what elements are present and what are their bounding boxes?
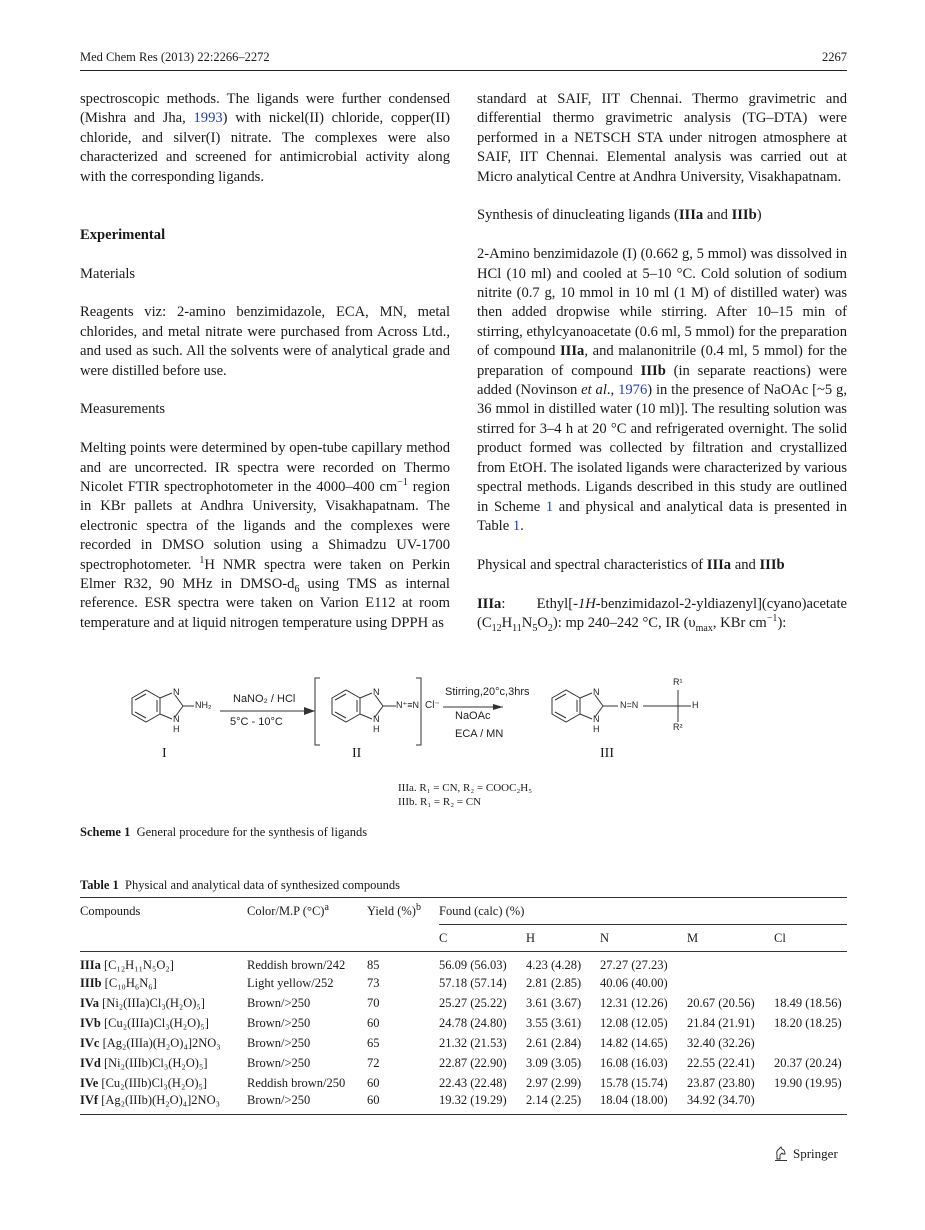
reagent-nano2-hcl: NaNO₂ / HCl [233,693,296,705]
cell-m: 32.40 (32.26) [687,1035,755,1050]
header-color-mp: Color/M.P $(^\circ C)^a$ [247,901,329,918]
table-caption [80,878,400,893]
atom-H: H [692,700,699,710]
cell-color-mp: Reddish brown/250 [247,1075,346,1090]
cell-compound: IVc [Ag₂(IIIa)(H₂O)₄]2NO₃ [80,1035,221,1050]
cell-n: 14.82 (14.65) [600,1035,668,1050]
publisher-name: Springer [793,1146,838,1161]
cell-cl [774,952,847,974]
cell-yield: 70 [367,995,380,1010]
substituent-R1: R¹ [673,677,683,687]
arrow-2-head [493,704,503,710]
cell-color-mp: Reddish brown/242 [247,958,346,972]
cell-compound: IVa [Ni₂(IIIa)Cl₃(H₂O)₅] [80,995,205,1010]
scheme-caption-text: General procedure for the synthesis of ligands [136,825,368,839]
cell-yield: 85 [367,958,380,972]
cell-m: 23.87 (23.80) [687,1075,755,1090]
springer-horse-icon [773,1146,789,1162]
table-row [80,1033,847,1053]
substituent-R2: R² [673,722,683,732]
compound-label-II: II [352,746,362,761]
subheading-materials: Materials [80,265,136,282]
compound-II-structure [315,678,421,745]
cell-compound: IVd [Ni₂(IIIb)Cl₃(H₂O)₅] [80,1055,208,1070]
publisher-logo [773,1146,838,1162]
cell-n: 40.06 (40.00) [600,975,668,990]
cell-cl [774,1033,847,1053]
atom-N: N [373,714,380,724]
substituent-definitions [398,781,532,809]
cell-m [687,973,774,993]
left-column [80,90,450,633]
compound-label-I: I [162,746,167,761]
materials-paragraph: Reagents viz: 2-amino benzimidazole, ECA, MN, metal chlorides, and metal nitrate were purchased from Across Ltd., and used as such. All the solvents were of analytical grade and were distilled before use. [80,304,450,379]
iiia-characterization: IIIa: Ethyl[-1H-benzimidazol-2-yldiazenyl](cyano)acetate $(C_{12}H_{11}N_5O_2)$: mp 240–242 °C, IR ($\upsilon_{max}$, KBr $cm^{-1}$): [477,595,847,634]
atom-N: N [373,687,380,697]
measurements-paragraph: Melting points were determined by open-tube capillary method and are uncorrected. IR spectra were recorded on Thermo Nicolet FTIR spectrophotometer in the 4000–400 $cm^{-1}$ region in KBr pallets at Andhra University, Visakhapatnam. The electronic spectra of the ligands and the complexes were recorded in DMSO solution using a Shimadzu UV-1700 spectrophotometer. $^1$H NMR spectra were taken on Perkin Elmer R32, 90 MHz in DMSO-$d_6$ using TMS as internal reference. ESR spectra were taken on Varion E112 at room temperature and at liquid nitrogen temperature using DPPH as [80,440,450,631]
scheme-caption [80,825,367,840]
citation-link-1993[interactable]: 1993 [193,110,223,127]
cell-color-mp: Brown/>250 [247,1055,311,1070]
cell-c: 22.87 (22.90) [439,1055,507,1070]
header-H: H [526,930,536,945]
scheme-caption-label: Scheme 1 [80,825,131,839]
cell-compound: IVe [Cu₂(IIIb)Cl₃(H₂O)₅] [80,1075,208,1090]
header-compounds: Compounds [80,903,141,918]
cell-h: 4.23 (4.28) [526,958,582,972]
cell-cl [774,973,847,993]
cell-m: 22.55 (22.41) [687,1055,755,1070]
scheme-1-figure [80,660,847,770]
cell-n: 16.08 (16.03) [600,1055,668,1070]
cell-compound: IVf [Ag₂(IIIb)(H₂O)₄]2NO₃ [80,1093,220,1107]
cell-h: 2.14 (2.25) [526,1093,582,1107]
reagent-eca-mn: ECA / MN [455,728,504,740]
cell-yield: 60 [367,1015,380,1030]
cell-n: 27.27 (27.23) [600,958,668,972]
cell-yield: 72 [367,1055,380,1070]
cell-compound: IVb [Cu₂(IIIa)Cl₃(H₂O)₅] [80,1015,209,1030]
cell-color-mp: Brown/>250 [247,1093,311,1107]
right-column [477,90,847,633]
cell-c: 24.78 (24.80) [439,1015,507,1030]
cell-n: 18.04 (18.00) [600,1093,668,1107]
cell-yield: 73 [367,975,380,990]
cell-h: 2.61 (2.84) [526,1035,582,1050]
subheading-measurements: Measurements [80,401,166,418]
citation-link-1976[interactable]: 1976 [618,382,648,399]
cell-m [687,952,774,974]
subheading-physical-spectral: Physical and spectral characteristics of IIIa and IIIb [477,556,785,573]
table-row [80,952,847,974]
cell-cl: 19.90 (19.95) [774,1075,842,1090]
cell-c: 22.43 (22.48) [439,1075,507,1090]
table-row [80,1053,847,1073]
header-M: M [687,930,699,945]
subheading-synthesis: Synthesis of dinucleating ligands (IIIa and IIIb) [477,207,762,224]
header-found-calc: Found (calc) (%) [439,898,847,925]
cell-c: 21.32 (21.53) [439,1035,507,1050]
cell-color-mp: Brown/>250 [247,995,311,1010]
atom-N: N [593,687,600,697]
cell-h: 3.55 (3.61) [526,1015,582,1030]
cell-m: 20.67 (20.56) [687,995,755,1010]
r-def-iiib: IIIb. R₁ = R₂ = CN [398,796,482,808]
cell-m: 34.92 (34.70) [687,1093,755,1107]
table-body [80,952,847,1115]
header-C: C [439,930,448,945]
table-row [80,1073,847,1093]
diazonium-group: N⁺≡N [396,700,420,710]
physical-analytical-data-table [80,897,847,1115]
scheme-1-link[interactable]: 1 [545,498,554,515]
cell-n: 12.08 (12.05) [600,1015,668,1030]
running-head [80,50,847,65]
azo-group: N=N [620,700,639,710]
cell-c: 19.32 (19.29) [439,1093,507,1107]
atom-N: N [593,714,600,724]
cell-m: 21.84 (21.91) [687,1015,755,1030]
cell-compound: IIIb [C₁₀H₆N₆] [80,975,157,990]
atom-H: H [373,724,380,734]
cell-n: 12.31 (12.26) [600,995,668,1010]
cell-c: 25.27 (25.22) [439,995,507,1010]
cell-cl: 18.20 (18.25) [774,1015,842,1030]
cell-yield: 60 [367,1093,380,1107]
header-yield: Yield (%)$^b$ [367,901,421,918]
journal-citation: Med Chem Res (2013) 22:2266–2272 [80,50,270,64]
cell-cl: 20.37 (20.24) [774,1055,842,1070]
synthesis-paragraph: 2-Amino benzimidazole (I) (0.662 g, 5 mmol) was dissolved in HCl (10 ml) and cooled at 5–10 °C. Cold solution of sodium nitrite (0.7 g, 10 mmol in 10 ml (1 M) of distilled water) was then added dropwise while stirring. After 10–15 min of stirring, ethylcyanoacetate (0.6 ml, 5 mmol) for the preparation of compound IIIa, and malanonitrile (0.4 ml, 5 mmol) for the preparation of compound IIIb (in separate reactions) were added (Novinson et al., 1976) in the presence of NaOAc [~5 g, 36 mmol in distilled water (10 ml)]. The resulting solution was stirred for 3–4 h at 20 °C and refrigerated overnight. The solid product formed was collected by filtration and crystallized from EtOH. The isolated ligands were characterized by various spectral methods. Ligands described in this study are outlined in Scheme 1 and physical and analytical data is presented in Table 1. [477,246,847,534]
condition-temperature-1: 5°C - 10°C [230,716,283,728]
atom-N: N [173,687,180,697]
condition-stirring: Stirring,20°c,3hrs [445,686,530,698]
compound-label-III: III [600,746,614,761]
table-caption-text: Physical and analytical data of synthesized compounds [125,878,400,892]
cell-color-mp: Brown/>250 [247,1035,311,1050]
cell-c: 57.18 (57.14) [439,975,507,990]
cell-color-mp: Light yellow/252 [247,975,334,990]
cell-c: 56.09 (56.03) [439,958,507,972]
cell-cl [774,1093,847,1115]
cell-yield: 60 [367,1075,380,1090]
intro-paragraph: spectroscopic methods. The ligands were further condensed (Mishra and Jha, 1993) with nickel(II) chloride, copper(II) chloride, and silver(I) nitrate. The complexes were also characterized and screened for antimicrobial activity along with the corresponding ligands. [80,91,450,185]
table-caption-label: Table 1 [80,878,119,892]
cell-compound: IIIa [C₁₂H₁₁N₅O₂] [80,958,174,972]
table-1-link[interactable]: 1 [512,517,521,534]
page-number: 2267 [822,50,847,64]
reagent-naoac: NaOAc [455,710,491,722]
table-row [80,1093,847,1115]
cell-color-mp: Brown/>250 [247,1015,311,1030]
chloride-counterion: Cl⁻ [425,700,440,711]
cell-h: 3.09 (3.05) [526,1055,582,1070]
cell-n: 15.78 (15.74) [600,1075,668,1090]
header-Cl: Cl [774,930,786,945]
r-def-iiia: IIIa. R₁ = CN, R₂ = COOC₂H₅ [398,782,533,794]
arrow-1-head [304,707,315,715]
amine-group: NH₂ [195,700,212,710]
instrumentation-paragraph: standard at SAIF, IIT Chennai. Thermo gravimetric and differential thermo gravimetric analysis (TG–DTA) were performed in a NETSCH STA under nitrogen atmosphere at SAIF, IIT Chennai. Elemental analysis was carried out at Micro analytical Centre at Andhra University, Visakhapatnam. [477,91,847,185]
atom-N: N [173,714,180,724]
atom-H: H [593,724,600,734]
cell-yield: 65 [367,1035,380,1050]
table-row [80,973,847,993]
cell-h: 2.97 (2.99) [526,1075,582,1090]
header-N: N [600,930,610,945]
cell-h: 2.81 (2.85) [526,975,582,990]
header-rule [80,70,847,71]
cell-h: 3.61 (3.67) [526,995,582,1010]
cell-cl: 18.49 (18.56) [774,995,842,1010]
compound-I-structure [132,690,194,722]
table-row [80,993,847,1013]
table-row [80,1013,847,1033]
section-heading-experimental: Experimental [80,226,166,243]
atom-H: H [173,724,180,734]
